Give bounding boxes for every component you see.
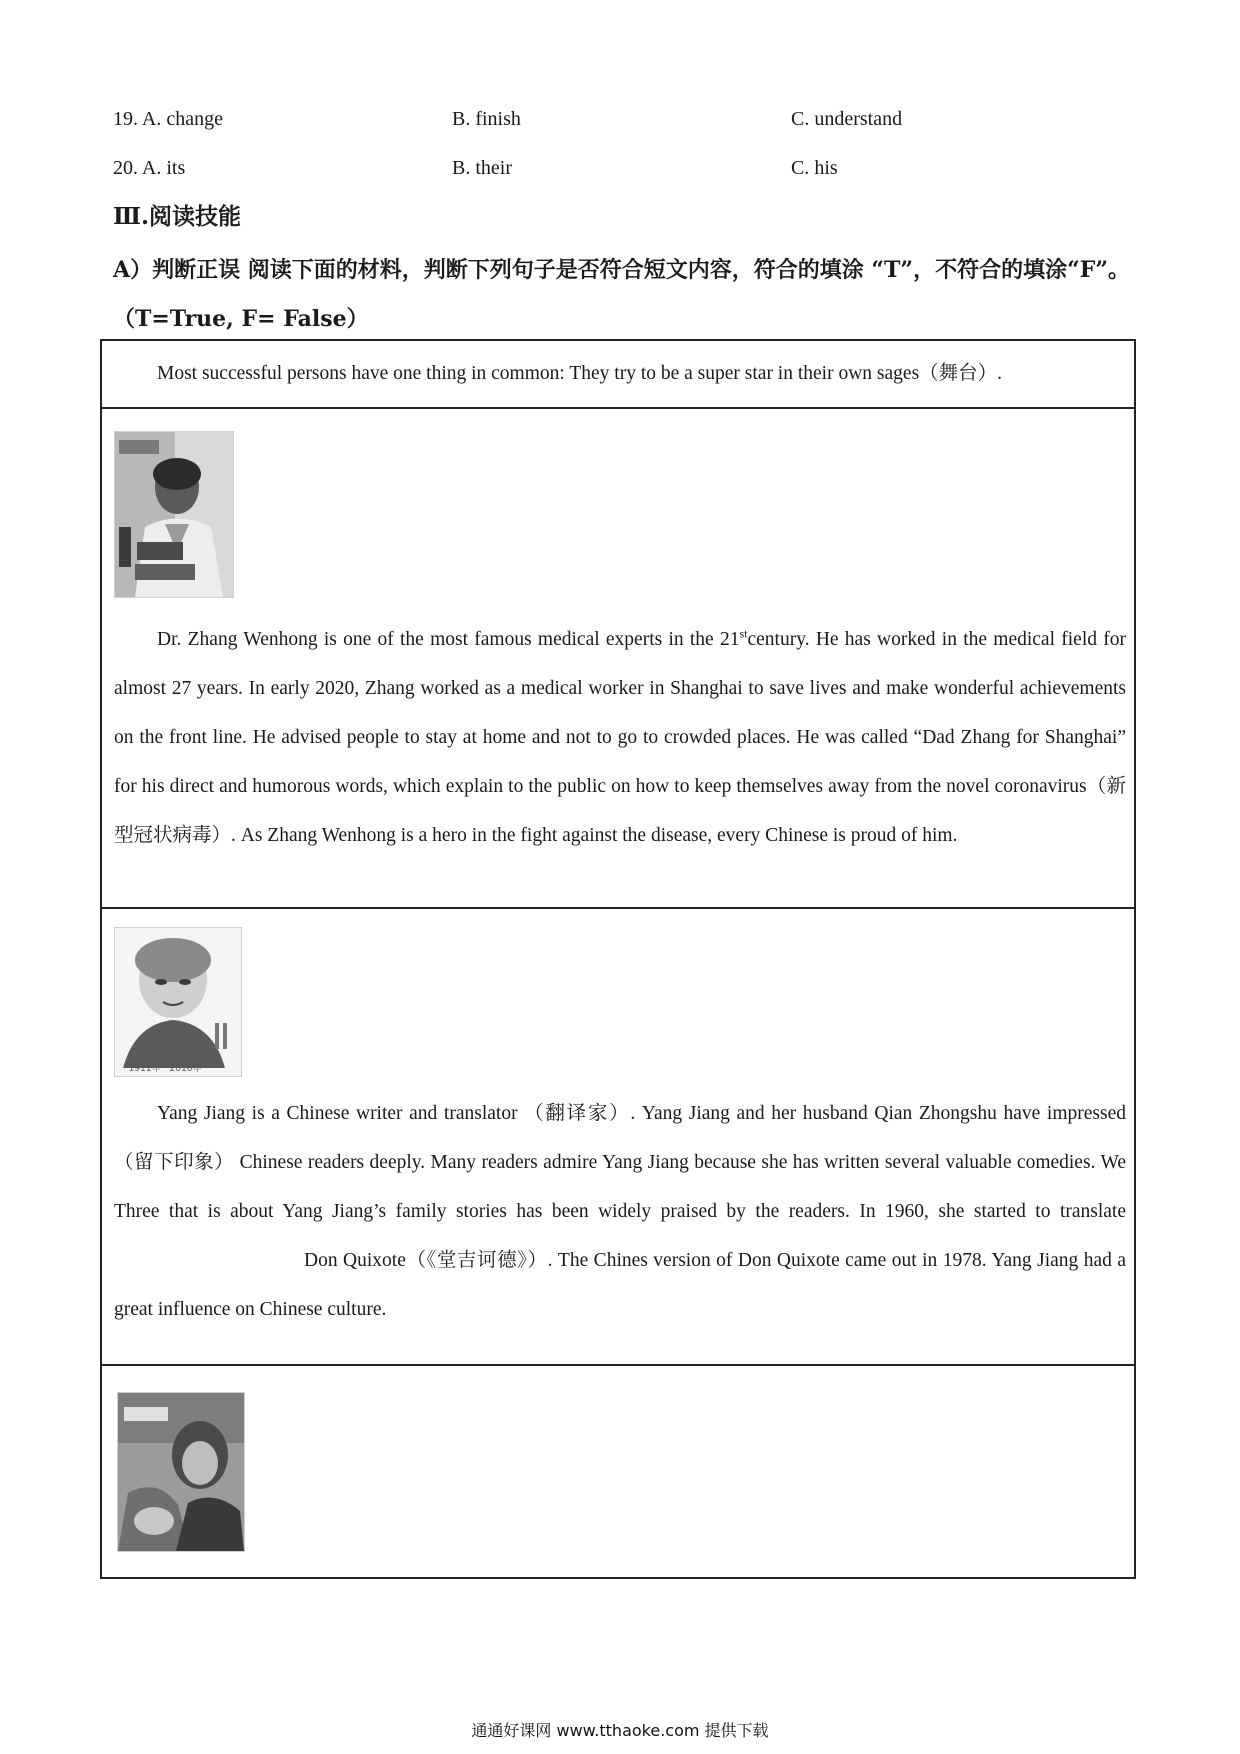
third-person-cell <box>102 1364 1134 1579</box>
passage-intro: Most successful persons have one thing in common: They try to be a super star in their own sages（舞台）. <box>157 363 1003 384</box>
footer-watermark: 通通好课网 www.tthaoke.com 提供下载 <box>471 1721 769 1740</box>
zhang-wenhong-paragraph: Dr. Zhang Wenhong is one of the most famous medical experts in the 21stcentury. He has worked in the medical field for almost 27 years. In early 2020, Zhang worked as a medical worker in Shanghai to save lives and make wonderful achievements on the front line. He advised people to stay at home and not to go to crowded places. He was called “Dad Zhang for Shanghai” for his direct and humorous words, which explain to the public on how to keep themselves away from the novel coronavirus（新型冠状病毒）. As Zhang Wenhong is a hero in the fight against the disease, every Chinese is proud of him. <box>114 626 1126 846</box>
yang-cell <box>102 907 1134 1364</box>
passage-box <box>100 339 1136 1579</box>
question-19-option-b[interactable]: B. finish <box>452 108 521 130</box>
question-20-options <box>113 153 1143 183</box>
section-instruction: A）判断正误 阅读下面的材料，判断下列句子是否符合短文内容，符合的填涂 “T”，不符合的填涂“F”。（T=True, F= False） <box>113 257 1130 332</box>
yang-jiang-paragraph: Yang Jiang is a Chinese writer and translator （翻译家）. Yang Jiang and her husband Qian Zhongshu have impressed（留下印象） Chinese readers deeply. Many readers admire Yang Jiang because she has written several valuable comedies. We Three that is about Yang Jiang’s family stories has been widely praised by the readers. In 1960, she started to translateDon Quixote（《堂吉诃德》）. The Chines version of Don Quixote came out in 1978. Yang Jiang had a great influence on Chinese culture. <box>114 1103 1126 1320</box>
passage-intro-cell <box>102 341 1134 407</box>
question-19-option-c[interactable]: C. understand <box>791 108 903 130</box>
yang-jiang-photo-caption: 1911年－2016年 <box>128 1064 202 1074</box>
third-person-photo <box>117 1392 245 1552</box>
zhang-cell <box>102 407 1134 907</box>
question-19-options <box>113 104 1143 134</box>
yang-jiang-photo <box>114 927 242 1077</box>
section-title: Ⅲ.阅读技能 <box>113 203 242 230</box>
question-19-option-a[interactable]: 19. A. change <box>113 108 223 130</box>
zhang-wenhong-photo <box>114 431 234 598</box>
question-20-option-c[interactable]: C. his <box>791 157 838 179</box>
question-20-option-a[interactable]: 20. A. its <box>113 157 186 179</box>
question-20-option-b[interactable]: B. their <box>452 157 512 179</box>
